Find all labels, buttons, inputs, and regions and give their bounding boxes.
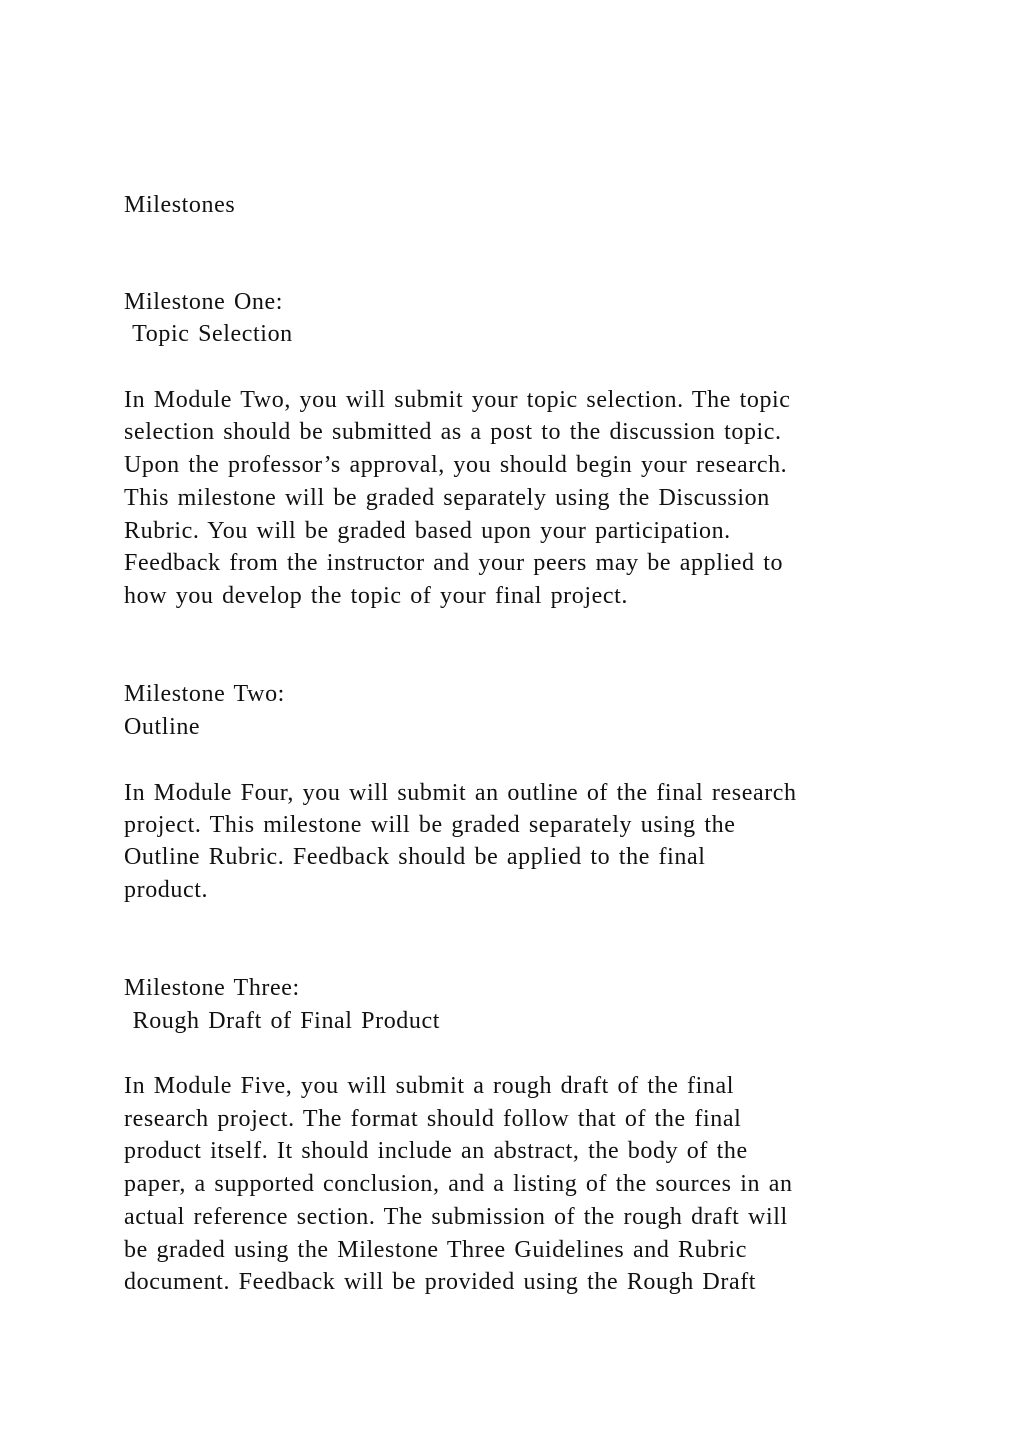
milestone-one-body-line: how you develop the topic of your final project.: [124, 583, 629, 609]
milestone-three-body-line: research project. The format should follow that of the final: [124, 1106, 742, 1132]
milestone-three-body-line: paper, a supported conclusion, and a listing of the sources in an: [124, 1171, 793, 1197]
milestone-three-body-line: product itself. It should include an abstract, the body of the: [124, 1138, 748, 1164]
milestone-three-body-line: document. Feedback will be provided using the Rough Draft: [124, 1269, 757, 1295]
milestone-two-body-line: project. This milestone will be graded separately using the: [124, 812, 736, 838]
milestone-two-body-line: Outline Rubric. Feedback should be applied to the final: [124, 844, 706, 870]
milestone-one-body-line: Rubric. You will be graded based upon your participation.: [124, 518, 731, 544]
milestone-one-body-line: In Module Two, you will submit your topic selection. The topic: [124, 387, 791, 413]
milestone-one-subtitle: Topic Selection: [124, 321, 293, 347]
milestone-two-body-line: product.: [124, 877, 209, 903]
milestone-three-body-line: actual reference section. The submission of the rough draft will: [124, 1204, 788, 1230]
milestone-one-heading: Milestone One:: [124, 289, 284, 315]
milestone-three-body-line: be graded using the Milestone Three Guidelines and Rubric: [124, 1237, 747, 1263]
milestone-three-subtitle: Rough Draft of Final Product: [124, 1008, 441, 1034]
milestone-one-body-line: selection should be submitted as a post to the discussion topic.: [124, 419, 782, 445]
milestone-two-heading: Milestone Two:: [124, 681, 285, 707]
milestone-two-subtitle: Outline: [124, 714, 201, 740]
milestone-three-heading: Milestone Three:: [124, 975, 300, 1001]
milestone-three-body-line: In Module Five, you will submit a rough draft of the final: [124, 1073, 735, 1099]
milestone-two-body-line: In Module Four, you will submit an outline of the final research: [124, 780, 797, 806]
milestone-one-body-line: Upon the professor’s approval, you should begin your research.: [124, 452, 788, 478]
document-title: Milestones: [124, 192, 236, 218]
milestone-one-body-line: Feedback from the instructor and your peers may be applied to: [124, 550, 784, 576]
milestone-one-body-line: This milestone will be graded separately using the Discussion: [124, 485, 770, 511]
